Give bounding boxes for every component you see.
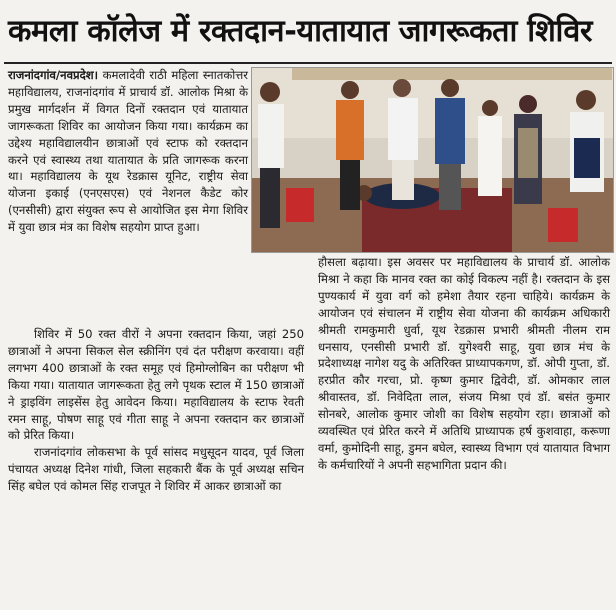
lead-paragraph: कमलादेवी राठी महिला स्नातकोत्तर महाविद्यालय, राजनांदगांव में प्राचार्य डॉ. आलोक मिश्रा के प्रमुख मार्गदर्शन में विगत दिनों रक्तदान एवं यातायात जागरूकता शिविर का आयोजन किया गया। कार्यक्रम का उद्देश्य महाविद्यालयीन छात्राओं एवं स्टाफ को रक्तदान करने एवं स्वास्थ्य तथा यातायात के प्रति जागरूक करना था। महाविद्यालय के यूथ रेडक्रास यूनिट, राष्ट्रीय सेवा योजना इकाई (एनएसएस) एवं नेशनल कैडेट कोर (एनसीसी) द्वारा संयुक्त रूप से आयोजित इस मेगा शिविर में युवा छात्र मंत्र का विशेष सहयोग प्राप्त हुआ। bbox=[8, 68, 249, 235]
dateline: राजनांदगांव/नवप्रदेश। bbox=[8, 68, 99, 82]
person-2 bbox=[336, 81, 364, 210]
paragraph-3: राजनांदगांव लोकसभा के पूर्व सांसद मधुसूदन यादव, पूर्व जिला पंचायत अध्यक्ष दिनेश गांधी, जिला सहकारी बैंक के पूर्व अध्यक्ष सचिन सिंह बघेल एवं कोमल सिंह राजपूत ने शिविर में आकर छात्राओं का bbox=[8, 445, 304, 494]
paragraph-2: शिविर में 50 रक्त वीरों ने अपना रक्तदान किया, जहां 250 छात्राओं ने अपना सिकल सेल स्क्रीनिंग एवं दंत परीक्षण करवाया। वहीं लगभग 400 छात्राओं के रक्त समूह एवं हिमोग्लोबिन का परीक्षण भी किया गया। यातायात जागरूकता हेतु लगे पृथक स्टाल में 150 छात्राओं ने ड्राइविंग लाइसेंस हेतु आवेदन किया। महाविद्यालय के स्टाफ रेवती रमन साहू, पोषण साहू एवं गीता साहू ने अपना रक्तदान कर छात्राओं को प्रेरित किया। bbox=[8, 327, 304, 443]
blood-donation-camp-photo bbox=[251, 67, 614, 253]
article-column-right bbox=[318, 254, 610, 606]
headline-rule bbox=[4, 62, 612, 64]
headline: कमला कॉलेज में रक्तदान-यातायात जागरूकता शिविर bbox=[8, 14, 593, 49]
person-4 bbox=[435, 79, 465, 210]
article-column-left-bottom bbox=[8, 326, 304, 606]
paragraph-4: हौसला बढ़ाया। इस अवसर पर महाविद्यालय के प्राचार्य डॉ. आलोक मिश्रा ने कहा कि मानव रक्त का कोई विकल्प नहीं है। रक्तदान के इस पुण्यकार्य में युवा वर्ग को हमेशा तैयार रहना चाहिये। कार्यक्रम के आयोजन एवं संचालन में राष्ट्रीय सेवा योजना की कार्यक्रम अधिकारी श्रीमती रामकुमारी धुर्वा, यूथ रेडक्रास प्रभारी श्रीमती नीलम राम धनसाय, एनसीसी प्रभारी डॉ. युगेश्वरी साहू, युवा छात्र मंच के प्रदेशाध्यक्ष नागेश यदु के अतिरिक्त प्राध्यापकगण, डॉ. ओपी गुप्ता, डॉ. हरप्रीत कौर गरचा, प्रो. कृष्ण कुमार द्विवेदी, डॉ. ओमकार लाल श्रीवास्तव, डॉ. निवेदिता लाल, संजय मिश्रा एवं डॉ. बसंत कुमार सोनबरे, आलोक कुमार जोशी का विशेष सहयोग रहा। छात्राओं को व्यवस्थित एवं प्रेरित करने में अतिथि प्राध्यापक हर्ष कुशवाहा, करूणा वर्मा, कुमोदिनी साहू, डुमन बघेल, स्वास्थ्य विभाग एवं यातायात विभाग के कर्मचारियों ने अपनी सहभागिता प्रदान की। bbox=[318, 255, 610, 472]
article-column-left-top bbox=[8, 67, 248, 325]
